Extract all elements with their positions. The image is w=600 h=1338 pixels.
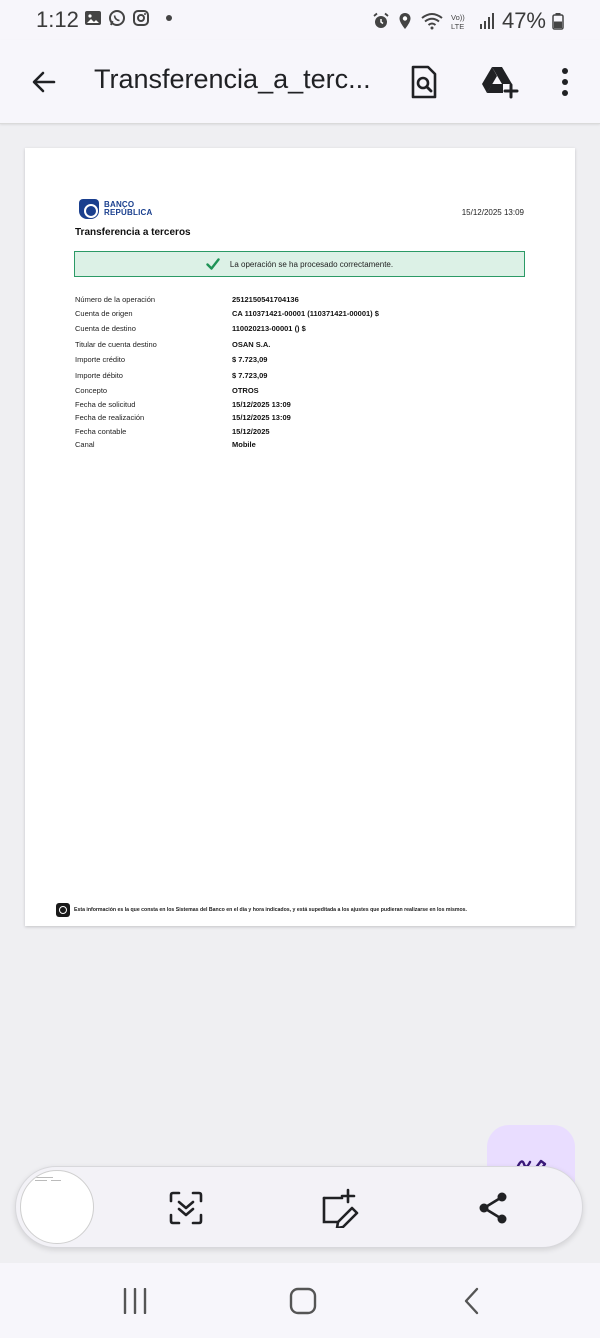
detail-label: Canal <box>75 440 95 450</box>
status-right-icons <box>372 8 564 34</box>
detail-label: Cuenta de destino <box>75 324 136 334</box>
detail-row <box>75 307 515 321</box>
document-date: 15/12/2025 13:09 <box>461 208 524 217</box>
detail-label: Importe crédito <box>75 355 126 365</box>
detail-value: CA 110371421-00001 (110371421-00001) $ <box>232 308 379 318</box>
svg-text:LTE: LTE <box>450 22 465 30</box>
detail-label: Concepto <box>75 386 108 396</box>
wifi-icon <box>420 12 444 30</box>
navigation-bar <box>0 1263 600 1338</box>
bank-name-line2: REPÚBLICA <box>104 208 153 217</box>
detail-value: 15/12/2025 <box>232 426 270 436</box>
detail-value: 110020213-00001 () $ <box>232 324 306 334</box>
detail-value: 15/12/2025 13:09 <box>232 399 291 409</box>
annotate-icon <box>320 1188 360 1228</box>
signal-icon <box>478 12 496 30</box>
detail-row <box>75 338 515 352</box>
detail-label: Fecha de solicitud <box>75 399 136 409</box>
detail-row <box>75 369 515 383</box>
share-icon <box>477 1191 509 1225</box>
check-icon <box>206 257 220 271</box>
bank-name-line1: BANCO <box>104 200 135 209</box>
alarm-icon <box>372 12 390 30</box>
operation-details <box>75 293 515 452</box>
bank-logo-icon <box>79 199 99 219</box>
share-button[interactable] <box>471 1186 515 1230</box>
bottom-toolbar <box>15 1166 583 1248</box>
detail-value: 2512150541704136 <box>232 295 299 305</box>
search-in-document-icon <box>409 65 439 99</box>
gallery-icon <box>84 9 102 27</box>
detail-row <box>75 398 515 412</box>
recent-apps-button[interactable] <box>115 1285 155 1317</box>
add-to-drive-button[interactable] <box>478 60 522 104</box>
detail-value: OTROS <box>232 386 259 396</box>
back-button[interactable] <box>24 62 64 102</box>
svg-text:Vo)): Vo)) <box>450 13 465 22</box>
page-thumbnail[interactable] <box>20 1170 94 1244</box>
detail-row <box>75 353 515 367</box>
home-icon <box>289 1287 317 1315</box>
bank-logo <box>79 199 152 219</box>
success-banner <box>74 251 525 277</box>
detail-row <box>75 411 515 425</box>
system-back-button[interactable] <box>452 1285 492 1317</box>
search-in-document-button[interactable] <box>402 60 446 104</box>
scan-text-icon <box>168 1190 204 1226</box>
arrow-back-icon <box>30 68 58 96</box>
detail-value: $ 7.723,09 <box>232 370 268 380</box>
whatsapp-icon <box>108 9 126 27</box>
success-message: La operación se ha procesado correctamente. <box>229 259 394 269</box>
status-left-icons <box>84 9 172 27</box>
detail-label: Fecha de realización <box>75 413 145 423</box>
detail-value: Mobile <box>232 440 256 450</box>
detail-label: Fecha contable <box>75 426 127 436</box>
detail-row <box>75 322 515 336</box>
document-footer <box>56 903 467 917</box>
pdf-page[interactable] <box>25 148 575 926</box>
detail-label: Cuenta de origen <box>75 308 133 318</box>
more-options-icon <box>560 67 570 97</box>
detail-value: 15/12/2025 13:09 <box>232 413 291 423</box>
location-icon <box>396 12 414 30</box>
battery-icon <box>552 12 564 30</box>
detail-label: Número de la operación <box>75 295 156 305</box>
detail-row <box>75 425 515 439</box>
recent-apps-icon <box>121 1288 149 1314</box>
status-time: 1:12 <box>36 7 79 32</box>
document-heading: Transferencia a terceros <box>75 227 191 238</box>
volte-icon <box>450 12 472 30</box>
annotate-button[interactable] <box>318 1186 362 1230</box>
instagram-icon <box>132 9 150 27</box>
detail-value: $ 7.723,09 <box>232 355 268 365</box>
status-bar <box>0 0 600 40</box>
home-button[interactable] <box>283 1285 323 1317</box>
document-title: Transferencia_a_terc... <box>94 64 371 94</box>
detail-row <box>75 293 515 307</box>
detail-value: OSAN S.A. <box>232 339 271 349</box>
detail-label: Titular de cuenta destino <box>75 339 157 349</box>
bank-footer-logo-icon <box>56 903 70 917</box>
detail-row <box>75 438 515 452</box>
notification-dot-icon <box>166 15 172 21</box>
battery-percent: 47% <box>501 8 546 33</box>
scan-text-button[interactable] <box>164 1186 208 1230</box>
more-options-button[interactable] <box>543 60 587 104</box>
detail-label: Importe débito <box>75 370 123 380</box>
detail-row <box>75 384 515 398</box>
app-bar <box>0 40 600 124</box>
footer-disclaimer: Esta información es la que consta en los Sistemas del Banco en el día y hora indicados, y está supeditada a los ajustes que pudieran realizarse en los mismos. <box>74 907 467 913</box>
back-icon <box>462 1287 482 1315</box>
add-to-drive-icon <box>481 65 519 99</box>
